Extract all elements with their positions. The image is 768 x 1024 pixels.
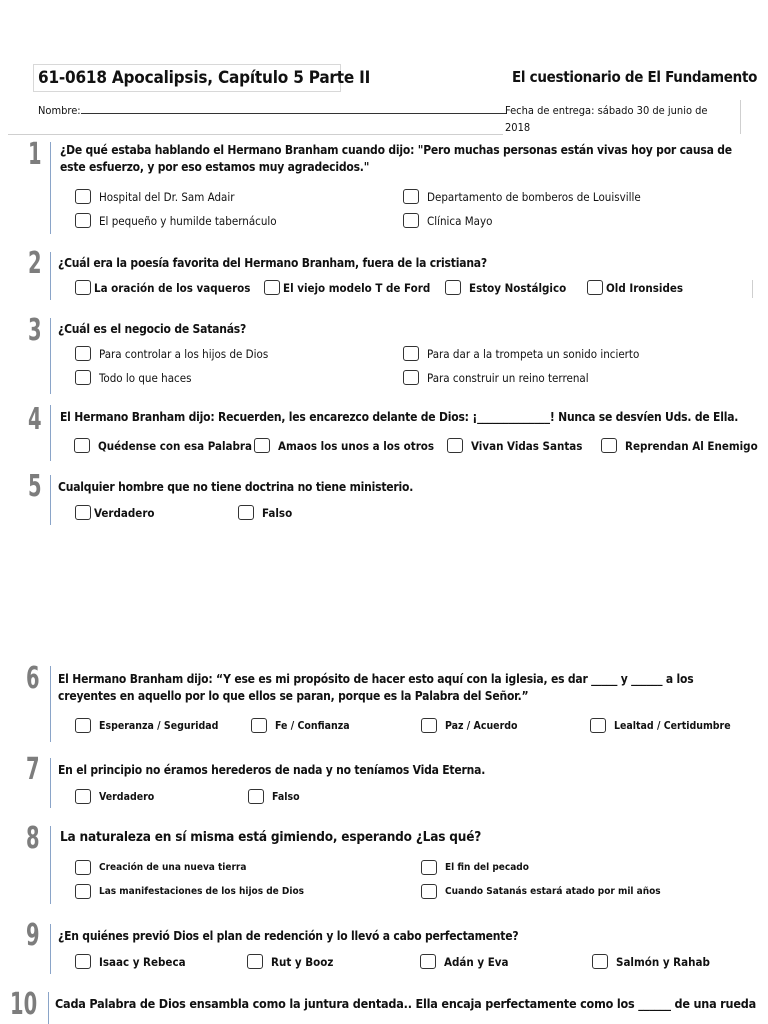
q9-option-d[interactable]: Salmón y Rahab [592,954,710,969]
question-divider [50,924,51,974]
checkbox[interactable] [403,189,419,204]
checkbox[interactable] [421,860,437,875]
question-3-text: ¿Cuál es el negocio de Satanás? [58,322,247,336]
checkbox[interactable] [447,438,463,453]
checkbox[interactable] [254,438,270,453]
checkbox[interactable] [248,789,264,804]
question-8-text: La naturaleza en sí misma está gimiendo, esperando ¿Las qué? [60,829,482,845]
q5-option-a[interactable]: Verdadero [75,505,155,520]
question-7-text: En el principio no éramos herederos de nada y no teníamos Vida Eterna. [58,763,486,777]
checkbox[interactable] [403,213,419,228]
question-number: 7 [26,752,40,787]
checkbox[interactable] [75,860,91,875]
question-number: 3 [28,313,42,348]
checkbox[interactable] [75,884,91,899]
checkbox[interactable] [421,718,437,733]
question-number: 10 [10,987,38,1022]
checkbox[interactable] [238,505,254,520]
checkbox[interactable] [264,280,280,295]
checkbox[interactable] [601,438,617,453]
question-divider [50,666,51,742]
name-field[interactable] [38,103,506,117]
checkbox[interactable] [75,280,91,295]
question-number: 4 [28,402,42,437]
q6-option-d[interactable]: Lealtad / Certidumbre [590,718,731,733]
checkbox[interactable] [403,346,419,361]
name-label: Nombre: [38,104,81,117]
question-number: 9 [26,918,40,953]
page-title: 61-0618 Apocalipsis, Capítulo 5 Parte II [38,68,371,88]
question-2-text: ¿Cuál era la poesía favorita del Hermano Branham, fuera de la cristiana? [58,256,487,270]
checkbox[interactable] [592,954,608,969]
q4-option-d[interactable]: Reprendan Al Enemigo [601,438,758,453]
checkbox[interactable] [403,370,419,385]
q4-option-c[interactable]: Vivan Vidas Santas [447,438,582,453]
q2-option-d[interactable]: Old Ironsides [587,280,683,295]
question-divider [50,318,51,394]
q7-option-a[interactable]: Verdadero [75,789,154,804]
question-divider [50,758,51,808]
q4-option-b[interactable]: Amaos los unos a los otros [254,438,434,453]
question-1-text: ¿De qué estaba hablando el Hermano Branham cuando dijo: "Pero muchas personas están vivas hoy por causa de este esfuerzo, y por eso estamos muy agradecidos." [60,143,732,174]
q3-option-a[interactable]: Para controlar a los hijos de Dios [75,346,268,361]
q1-option-c[interactable]: El pequeño y humilde tabernáculo [75,213,277,228]
checkbox[interactable] [75,213,91,228]
question-9-text: ¿En quiénes previó Dios el plan de redención y lo llevó a cabo perfectamente? [58,929,519,943]
question-4-text: El Hermano Branham dijo: Recuerden, les encarezco delante de Dios: ¡______________! Nunca se desvíen Uds. de Ella. [60,410,739,424]
q6-option-c[interactable]: Paz / Acuerdo [421,718,518,733]
q5-option-b[interactable]: Falso [238,505,292,520]
question-divider [50,142,51,234]
due-date: Fecha de entrega: sábado 30 de junio de 2018 [505,104,708,134]
q8-option-c[interactable]: Las manifestaciones de los hijos de Dios [75,884,304,899]
checkbox[interactable] [75,789,91,804]
q8-option-d[interactable]: Cuando Satanás estará atado por mil años [421,884,661,899]
q9-option-a[interactable]: Isaac y Rebeca [75,954,186,969]
q3-option-b[interactable]: Para dar a la trompeta un sonido incierto [403,346,639,361]
q3-option-c[interactable]: Todo lo que haces [75,370,192,385]
checkbox[interactable] [75,505,91,520]
checkbox[interactable] [421,884,437,899]
checkbox[interactable] [75,370,91,385]
checkbox[interactable] [247,954,263,969]
q4-option-a[interactable]: Quédense con esa Palabra [74,438,252,453]
question-divider [50,475,51,525]
q6-option-b[interactable]: Fe / Confianza [251,718,350,733]
question-number: 1 [28,137,42,172]
checkbox[interactable] [75,189,91,204]
question-number: 8 [26,821,40,856]
q1-option-b[interactable]: Departamento de bomberos de Louisville [403,189,641,204]
q2-option-c[interactable]: Estoy Nostálgico [445,280,566,295]
header-divider [8,134,503,135]
q9-option-b[interactable]: Rut y Booz [247,954,333,969]
q3-option-d[interactable]: Para construir un reino terrenal [403,370,589,385]
checkbox[interactable] [251,718,267,733]
question-divider [48,992,49,1024]
checkbox[interactable] [74,438,90,453]
q2-option-b[interactable]: El viejo modelo T de Ford [264,280,430,295]
checkbox[interactable] [445,280,461,295]
checkbox[interactable] [590,718,606,733]
margin-tick [752,280,753,298]
question-10-text: Cada Palabra de Dios ensambla como la juntura dentada.. Ella encaja perfectamente como los ______ de una rueda [55,996,756,1011]
checkbox[interactable] [420,954,436,969]
q1-option-a[interactable]: Hospital del Dr. Sam Adair [75,189,235,204]
q2-option-a[interactable]: La oración de los vaqueros [75,280,250,295]
page-subtitle: El cuestionario de El Fundamento [512,68,758,86]
name-blank-line[interactable] [81,103,506,114]
q7-option-b[interactable]: Falso [248,789,300,804]
q9-option-c[interactable]: Adán y Eva [420,954,509,969]
question-number: 2 [28,246,42,281]
question-6-text: El Hermano Branham dijo: “Y ese es mi propósito de hacer esto aquí con la iglesia, es dar _____ y ______ a los creyentes en aquello por lo que ellos se paran, porque es la Palabra del Señor.” [58,672,694,703]
q1-option-d[interactable]: Clínica Mayo [403,213,492,228]
question-divider [50,826,51,904]
header-right-divider [740,100,741,134]
checkbox[interactable] [75,718,91,733]
q8-option-a[interactable]: Creación de una nueva tierra [75,860,246,875]
q6-option-a[interactable]: Esperanza / Seguridad [75,718,218,733]
question-divider [50,252,51,300]
checkbox[interactable] [75,954,91,969]
checkbox[interactable] [587,280,603,295]
checkbox[interactable] [75,346,91,361]
question-number: 6 [26,661,40,696]
question-5-text: Cualquier hombre que no tiene doctrina no tiene ministerio. [58,480,414,494]
question-number: 5 [28,469,42,504]
q8-option-b[interactable]: El fin del pecado [421,860,529,875]
question-divider [50,405,51,461]
